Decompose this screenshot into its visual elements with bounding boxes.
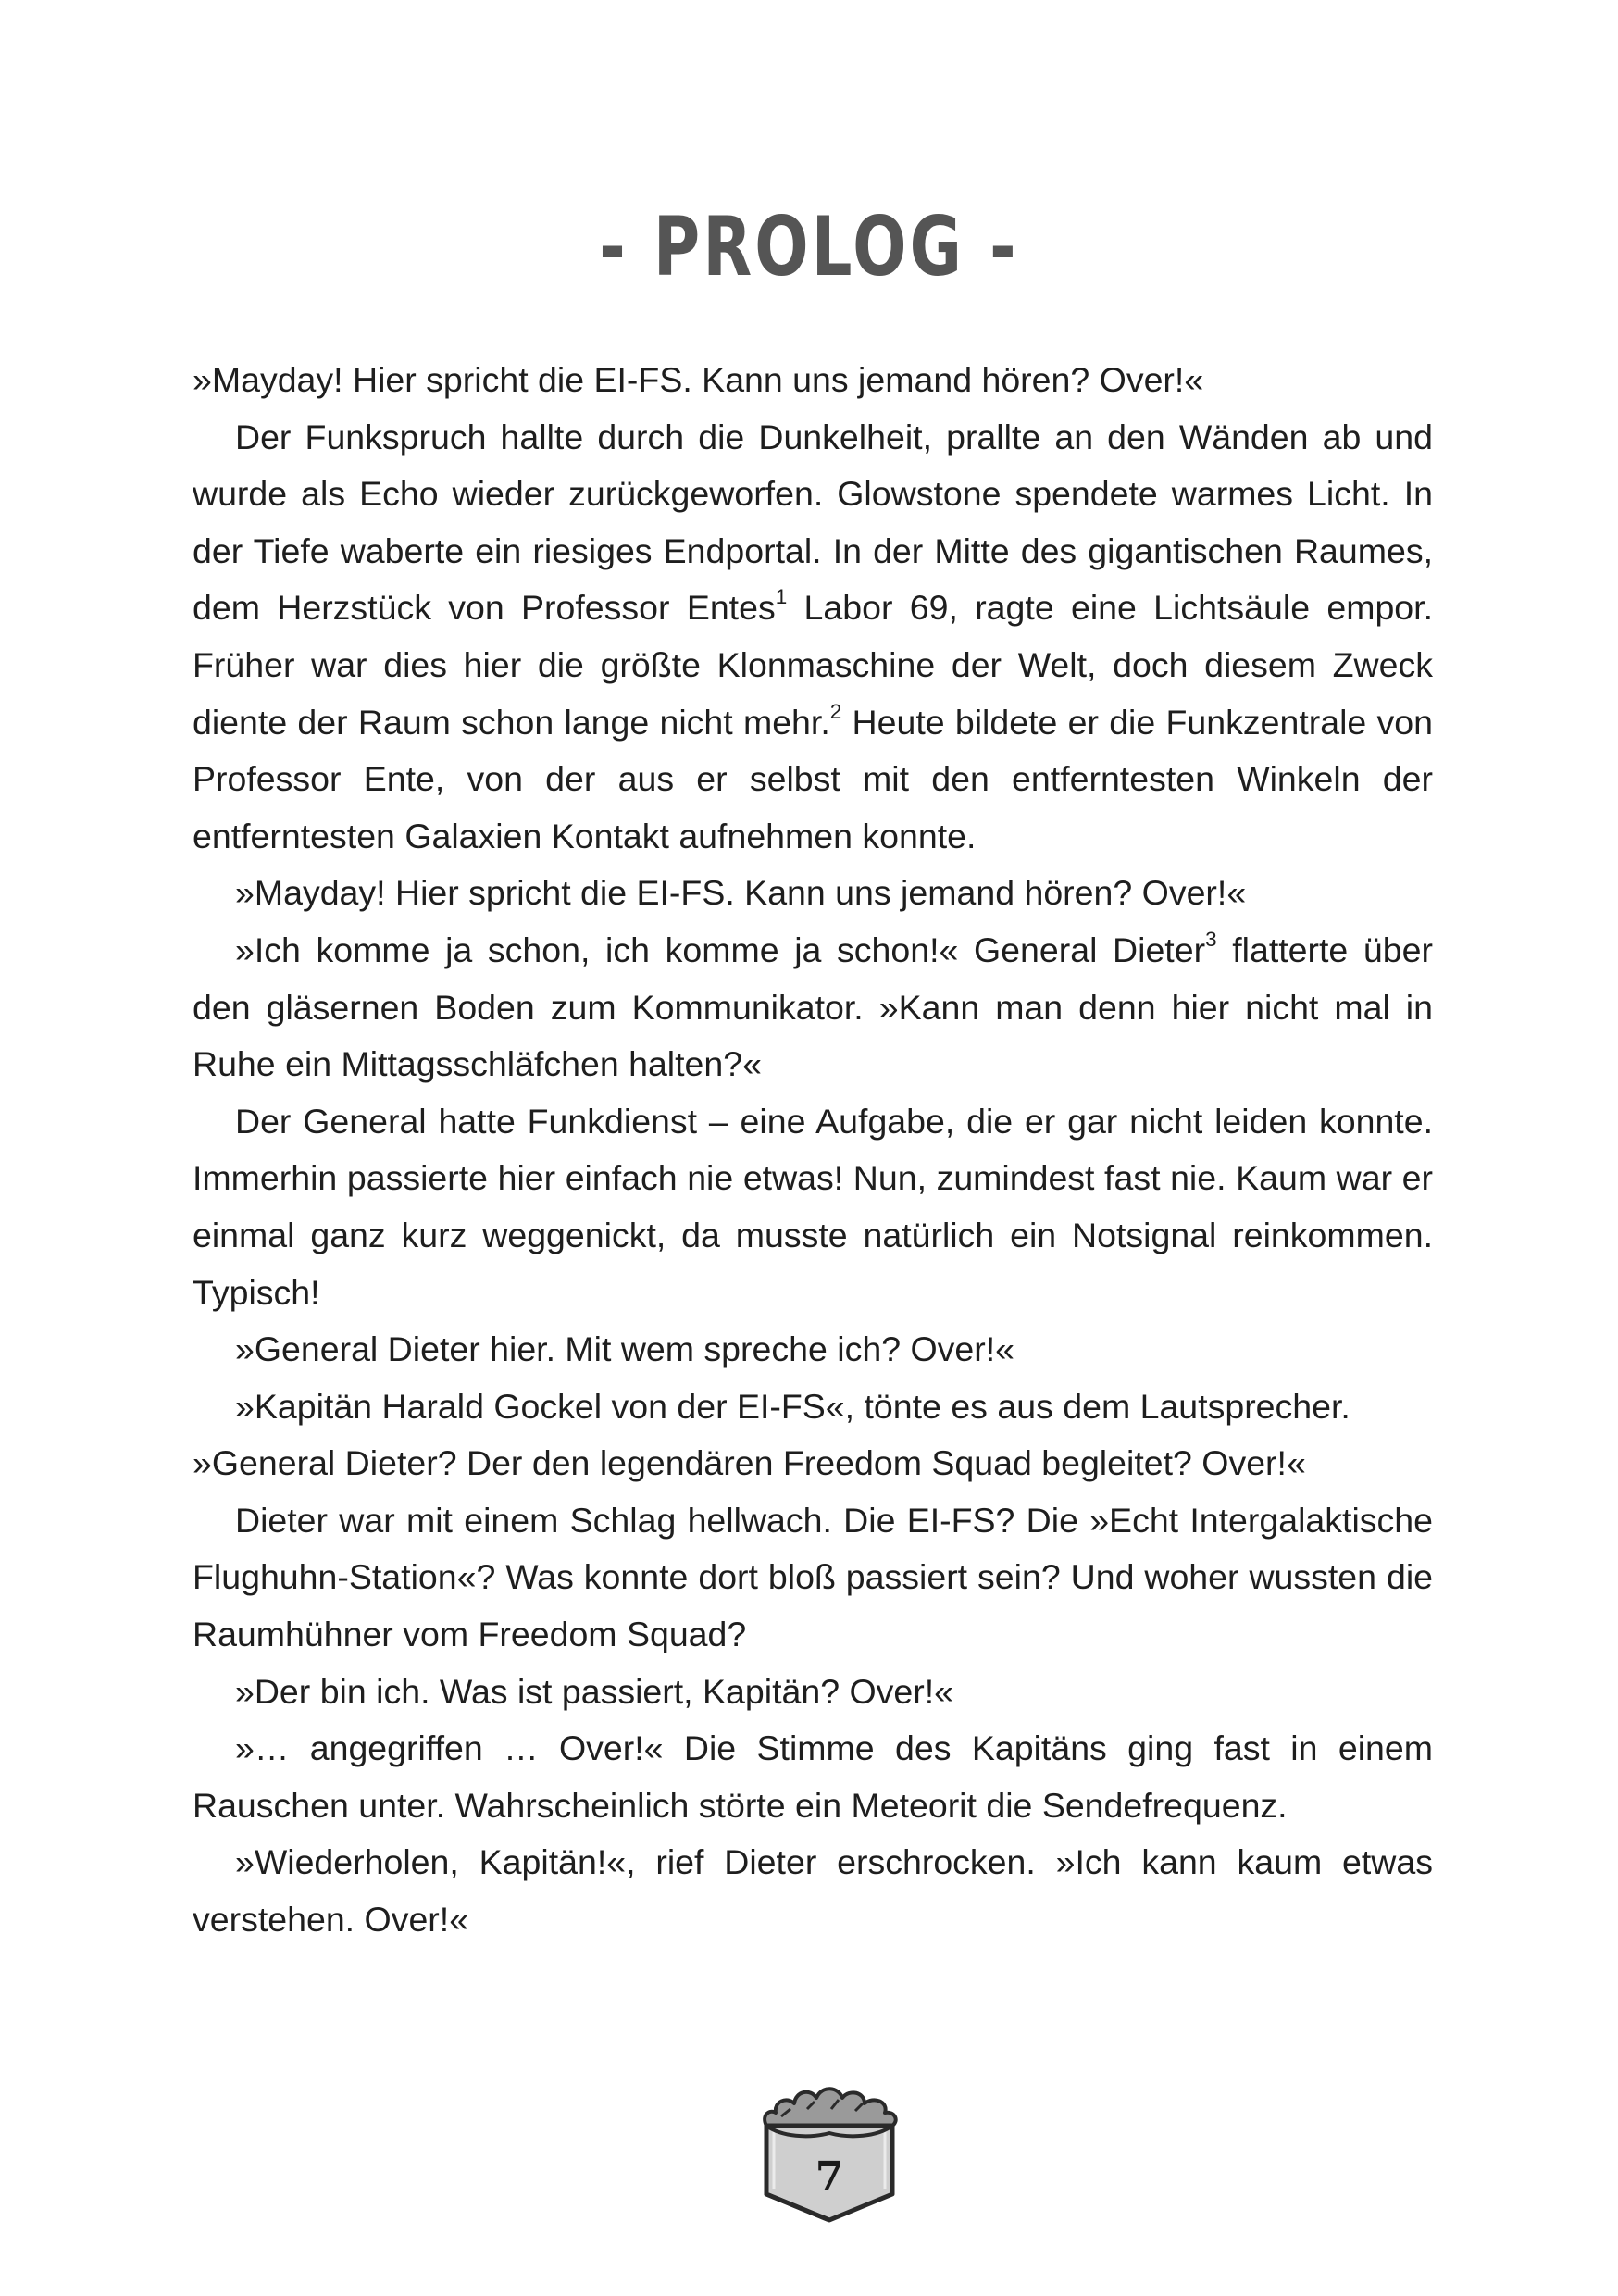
paragraph <box>193 409 1433 866</box>
paragraph-text: »General Dieter hier. Mit wem spreche ich? Over!« <box>235 1329 1015 1369</box>
paragraph <box>193 1834 1433 1948</box>
paragraph <box>193 1321 1433 1379</box>
page-number: 7 <box>815 2153 844 2201</box>
paragraph <box>193 922 1433 1093</box>
paragraph <box>193 1093 1433 1321</box>
paragraph-text: »Mayday! Hier spricht die EI-FS. Kann uns jemand hören? Over!« <box>193 360 1204 399</box>
footnote-marker: 1 <box>775 585 788 609</box>
paragraph-text: Der Funkspruch hallte durch die Dunkelheit, prallte an den Wänden ab und wurde als Echo wieder zurückgeworfen. Glowstone spendete warmes Licht. In der Tiefe waberte ein riesiges Endportal. In der Mitte des gigantischen Raumes, dem Herzstück von Professor Entes <box>193 417 1433 628</box>
footnote-marker: 3 <box>1205 928 1217 952</box>
paragraph <box>193 1379 1433 1436</box>
paragraph-text: flatterte über den gläsernen Boden zum Kommunikator. »Kann man denn hier nicht mal in Ruhe ein Mittagsschläfchen halten?« <box>193 930 1433 1084</box>
page-number-badge <box>753 2072 905 2229</box>
paragraph <box>193 1664 1433 1721</box>
footnote-marker: 2 <box>829 699 842 723</box>
paragraph-text: »General Dieter? Der den legendären Freedom Squad begleitet? Over!« <box>193 1443 1306 1483</box>
paragraph-text: Heute bildete er die Funkzentrale von Professor Ente, von der aus er selbst mit den entferntesten Winkeln der entferntesten Galaxien Kontakt aufnehmen konnte. <box>193 702 1433 855</box>
paragraph-text: Der General hatte Funkdienst – eine Aufgabe, die er gar nicht leiden konnte. Immerhin passierte hier einfach nie etwas! Nun, zumindest fast nie. Kaum war er einmal ganz kurz weggenickt, da musste natürlich ein Notsignal reinkommen. Typisch! <box>193 1101 1433 1312</box>
paragraph <box>193 1435 1433 1492</box>
paragraph-text: »… angegriffen … Over!« Die Stimme des Kapitäns ging fast in einem Rauschen unter. Wahrscheinlich störte ein Meteorit die Sendefrequenz. <box>193 1728 1433 1825</box>
paragraph-text: »Der bin ich. Was ist passiert, Kapitän? Over!« <box>235 1671 954 1711</box>
paragraph-text: Labor 69, ragte eine Lichtsäule empor. Früher war dies hier die größte Klonmaschine der Welt, doch diesem Zweck diente der Raum schon lange nicht mehr. <box>193 588 1433 742</box>
paragraph-text: »Mayday! Hier spricht die EI-FS. Kann uns jemand hören? Over!« <box>235 873 1247 913</box>
paragraph <box>193 352 1433 409</box>
paragraph <box>193 1720 1433 1834</box>
paragraph <box>193 865 1433 922</box>
paragraph-text: »Kapitän Harald Gockel von der EI-FS«, tönte es aus dem Lautsprecher. <box>235 1386 1350 1426</box>
chapter-body-text <box>193 352 1433 1949</box>
paragraph-text: »Wiederholen, Kapitän!«, rief Dieter erschrocken. »Ich kann kaum etwas verstehen. Over!« <box>193 1842 1433 1940</box>
chapter-heading: - PROLOG - <box>599 199 1019 294</box>
paragraph <box>193 1492 1433 1664</box>
paragraph-text: Dieter war mit einem Schlag hellwach. Die EI-FS? Die »Echt Intergalaktische Flughuhn-Station«? Was konnte dort bloß passiert sein? Und woher wussten die Raumhühner vom Freedom Squad? <box>193 1500 1433 1654</box>
paragraph-text: »Ich komme ja schon, ich komme ja schon!« General Dieter <box>235 930 1206 969</box>
